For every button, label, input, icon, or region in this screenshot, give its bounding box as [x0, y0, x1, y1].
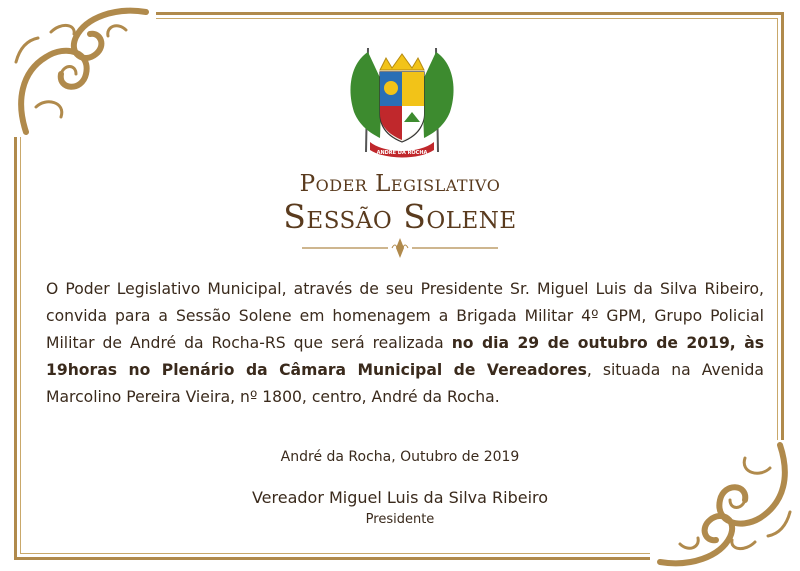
body-text-part-1: O Poder Legislativo Municipal, através de seu Presidente Sr. Miguel Luis da Silva Ribeiro, convida para a Sessão Solene em homenagem a Brigada Militar 4º GPM, Grupo Policial Militar de André da Rocha-RS que será realizada	[46, 280, 764, 352]
place-and-date: André da Rocha, Outubro de 2019	[280, 449, 520, 465]
municipal-crest-icon	[340, 42, 464, 162]
invitation-body-text	[46, 276, 764, 411]
flourish-ornament-top-left	[6, 2, 156, 137]
title-sessao-solene: Sessão Solene	[283, 197, 517, 236]
signer-name: Vereador Miguel Luis da Silva Ribeiro	[251, 488, 549, 507]
crest-motto-text: ANDRÉ DA ROCHA	[376, 150, 428, 156]
ornamental-divider-icon	[300, 236, 500, 260]
signer-role: Presidente	[365, 512, 435, 527]
body-text-part-3: , situada na Avenida Marcolino Pereira Vieira, nº 1800, centro, André da Rocha.	[46, 361, 764, 406]
title-block	[0, 170, 800, 236]
body-text-bold-date: no dia 29 de outubro de 2019, às 19horas no Plenário da Câmara Municipal de Vereadores	[46, 334, 764, 379]
title-poder-legislativo: Poder Legislativo	[299, 171, 501, 197]
